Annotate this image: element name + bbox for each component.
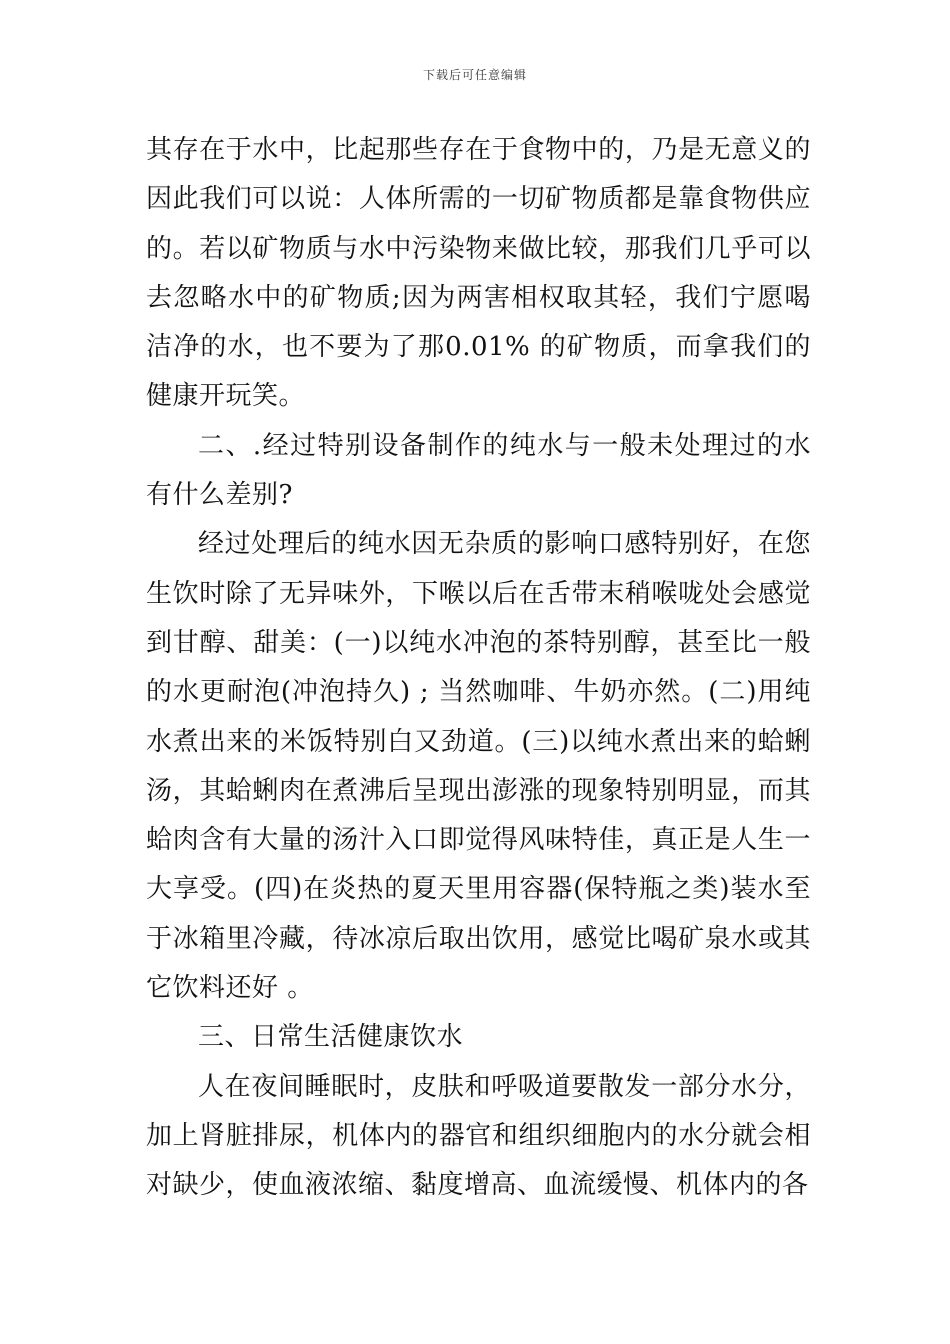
page-header: 下载后可任意编辑 (422, 68, 527, 82)
paragraph-1: 其存在于水中，比起那些存在于食物中的，乃是无意义的因此我们可以说：人体所需的一切矿物质都是靠食物供应的。若以矿物质与水中污染物来做比较，那我们几乎可以去忽略水中的矿物质;因为两害相权取其轻，我们宁愿喝洁净的水，也不要为了那0.01% 的矿物质，而拿我们的健康开玩笑。 (146, 135, 811, 412)
document-body (146, 126, 811, 1211)
paragraph-5: 人在夜间睡眠时，皮肤和呼吸道要散发一部分水分，加上肾脏排尿，机体内的器官和组织细胞内的水分就会相对缺少，使血液浓缩、黏度增高、血流缓慢、机体内的各 (146, 1071, 811, 1201)
paragraph-4-heading: 三、日常生活健康饮水 (198, 1022, 464, 1053)
paragraph-2-heading: 二、.经过特别设备制作的纯水与一般未处理过的水有什么差别? (146, 430, 811, 511)
paragraph-3: 经过处理后的纯水因无杂质的影响口感特别好，在您生饮时除了无异味外，下喉以后在舌带末稍喉咙处会感觉到甘醇、甜美：(一)以纯水冲泡的茶特别醇，甚至比一般的水更耐泡(冲泡持久) ; 当然咖啡、牛奶亦然。(二)用纯水煮出来的米饭特别白又劲道。(三)以纯水煮出来的蛤蜊汤，其蛤蜊肉在煮沸后呈现出澎涨的现象特别明显，而其蛤肉含有大量的汤汁入口即觉得风味特佳，真正是人生一大享受。(四)在炎热的夏天里用容器(保特瓶之类)装水至于冰箱里冷藏，待冰凉后取出饮用，感觉比喝矿泉水或其它饮料还好 。 (146, 529, 811, 1004)
